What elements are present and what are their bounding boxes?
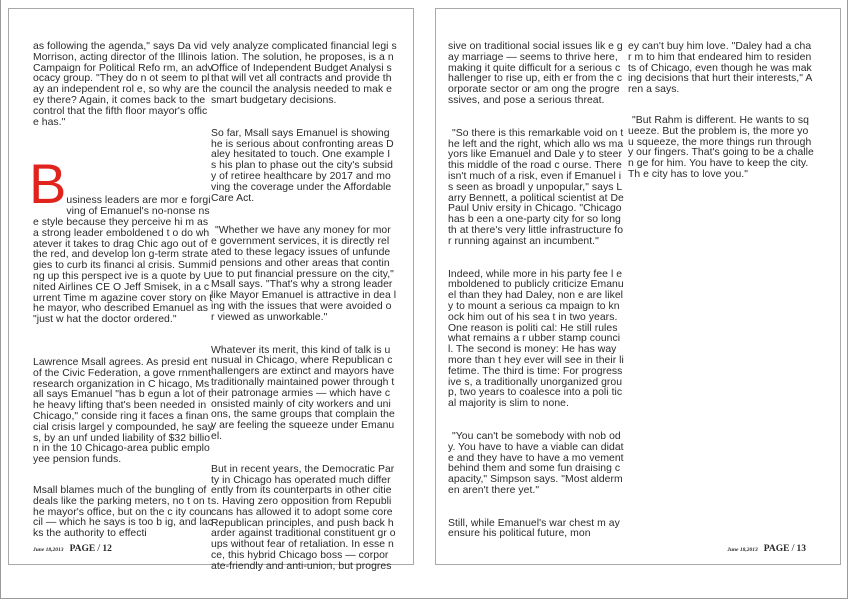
quote-paragraph: "Whether we have any money for mor e government services, it is directly rel ated to these legacy issues of unfunde d pensions and other areas that contin ue to put financial pressure on the city," Msall says. "That's why a strong leader like Mayor Emanuel is attractive in dea ling with the issues that were avoided o r viewed as unworkable." xyxy=(211,225,397,323)
issue-date: June 18,2013 xyxy=(33,547,64,553)
page-number: 13 xyxy=(796,544,806,554)
page-12 xyxy=(8,8,414,572)
dropcap-letter: B xyxy=(29,152,67,216)
right-page-column-1 xyxy=(448,42,624,572)
paragraph: Still, while Emanuel's war chest m ay ensure his political future, mon xyxy=(448,517,620,540)
dropcap-paragraph-text: usiness leaders are mor e forgiving of Emanuel's no-nonse nse style because they perceive hi m as a strong leader emboldened t o do whatever it takes to drag Chic ago out of the red, and develop lon g-term strategies to curb its financi al crisis. Summing up this perspect ive is a quote by United Airlines CE O Jeff Smisek, in a current Time m agazine cover story on the mayor, who described Emanuel as "just w hat the doctor ordered." xyxy=(33,195,213,326)
page-slash: / xyxy=(791,542,795,554)
paragraph: vely analyze complicated financial legi slation. The solution, he proposes, is a n Office of Independent Budget Analysi s that will vet all contracts and provide the council the analysis needed to mak e smart budgetary decisions. xyxy=(211,41,397,106)
page-label: PAGE xyxy=(763,544,790,554)
paragraph: Msall blames much of the bungling of deals like the parking meters, no t on the mayor's office, but on the c ity council — which he says is too b ig, and lacks the authority to effecti xyxy=(33,484,213,540)
quote-paragraph: "So there is this remarkable void on the left and the right, which allo ws mayors like Emanuel and Dale y to steer this middle of the road c ourse. There isn't much of a risk, even if Emanuel is seen as broadl y unpopular," says Larry Bennett, a political scientist at DePaul Univ ersity in Chicago. "Chicago has b een a one-party city for so long th at there's very little infrastructure for running against an incumbent." xyxy=(448,127,624,247)
issue-date: June 18,2013 xyxy=(727,547,758,553)
page-number: 12 xyxy=(102,544,112,554)
paragraph: So far, Msall says Emanuel is showing he is serious about confronting areas D aley hesitated to touch. One example I s his plan to phase out the city's subsid y of retiree healthcare by 2017 and mo ving the coverage under the Affordable Care Act. xyxy=(211,127,394,204)
page-slash: / xyxy=(97,542,101,554)
page-13 xyxy=(435,8,841,565)
paragraph: ey can't buy him love. "Daley had a char m to him that endeared him to residents of Chicago, even though he was making decisions that hurt their interests," Aren a says. xyxy=(628,41,813,96)
paragraph: Indeed, while more in his party fee l emboldened to publicly criticize Emanuel than they had Daley, non e are likely to mount a serious ca mpaign to knock him out of his sea t in two years. One reason is politi cal: He still rules what remains a r ubber stamp council. The second is money: He has way more than t hey ever will see in their lifetime. The third is time: For progressive s, a traditionally unorganized grou p, two years to coalesce into a poli tical majority is slim to none. xyxy=(448,268,624,410)
quote-paragraph: "You can't be somebody with nob ody. You have to have a viable can didate and they have to have a mo vement behind them and some fun draising capacity," Simpson says. "Most aldermen aren't there yet." xyxy=(448,430,624,496)
page-label: PAGE xyxy=(69,544,96,554)
left-page-column-1 xyxy=(29,41,213,572)
paragraph: But in recent years, the Democratic Par ty in Chicago has operated much differ ently from its counterparts in other citie s. Having zero opposition from Republi cans has allowed it to adopt some core Republican principles, and push back h arder against traditional constituent gr oups without fear of retaliation. In esse nce, this hybrid Chicago boss — corpor ate-friendly and anti-union, but progres xyxy=(211,463,396,572)
page-footer xyxy=(727,542,806,554)
page-footer xyxy=(33,542,112,554)
paragraph: sive on traditional social issues lik e gay marriage — seems to thrive here, making it quite difficult for a serious challenger to rise up, eith er from the corporate sector or am ong the progressives, and pose a serious threat. xyxy=(448,41,623,106)
dropcap-paragraph xyxy=(29,152,213,326)
paragraph: as following the agenda," says Da vid Morrison, acting director of the Illinois Campaign for Political Refo rm, an advocacy group. "They do n ot seem to play an independent rol e, so why are they there? Again, it comes back to the control that the fifth floor mayor's office has." xyxy=(33,41,213,128)
left-page-column-2 xyxy=(211,42,397,605)
paragraph: Lawrence Msall agrees. As presid ent of the Civic Federation, a gove rnment research organization in C hicago, Msall says Emanuel "has b egun a lot of the heavy lifting that's been needed in Chicago," conside ring it faces a financial crisis largel y compounded, he says, by an unf unded liability of $32 billion in the 10 Chicago-area public employee pension funds. xyxy=(33,356,213,466)
quote-paragraph: "But Rahm is different. He wants to sq ueeze. But the problem is, the more you squeeze, the more things run through y our fingers. That's going to be a challen ge for him. You have to keep the city. Th e city has to love you." xyxy=(628,114,814,180)
paragraph: Whatever its merit, this kind of talk is u nusual in Chicago, where Republican c hallengers are extinct and mayors have traditionally maintained power through their patronage armies — which have c onsisted mainly of city workers and uni ons, the same groups that complain the y are feeling the squeeze under Emanu el. xyxy=(211,344,395,442)
right-page-column-2 xyxy=(628,42,814,213)
